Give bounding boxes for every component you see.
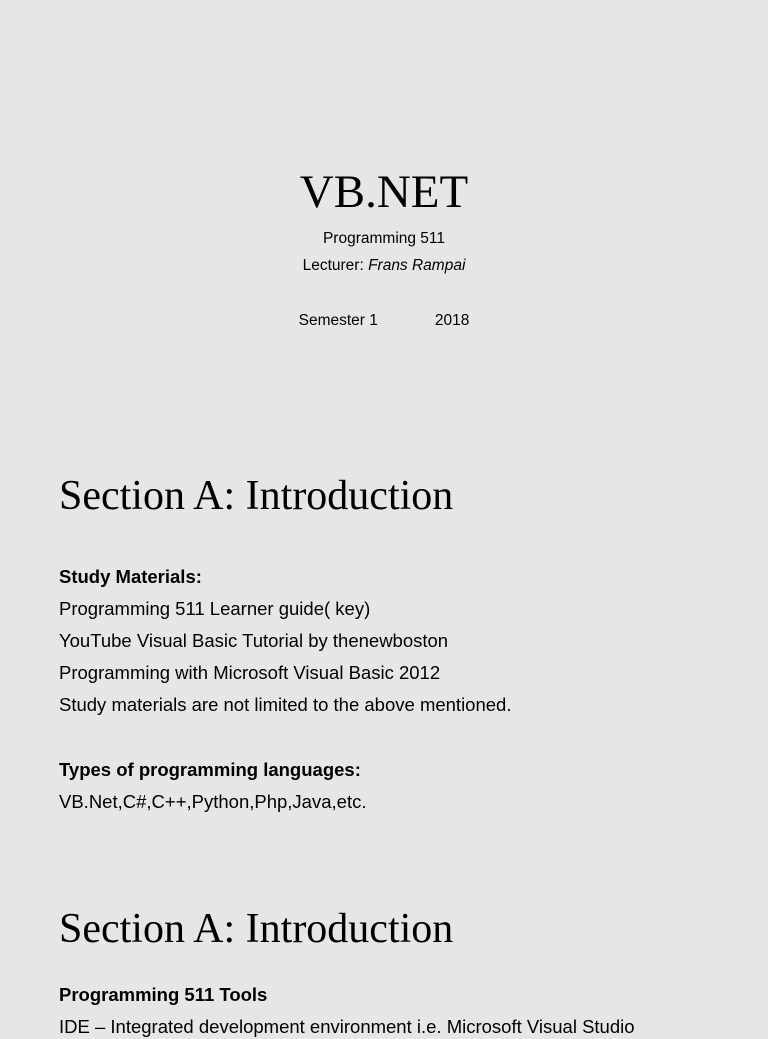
semester-label: Semester 1 <box>298 312 378 329</box>
course-name: Programming 511 <box>322 230 446 247</box>
languages-label: Types of programming languages: <box>59 759 361 780</box>
tools-cut-off-line: IDE – Integrated development environment i.e. Microsoft Visual Studio <box>59 1016 635 1037</box>
year-label: 2018 <box>434 312 470 329</box>
semester-line <box>0 310 768 332</box>
study-material-item: Programming with Microsoft Visual Basic 2012 <box>59 662 441 683</box>
study-materials-label: Study Materials: <box>59 566 202 587</box>
section-heading: Section A: Introduction <box>59 473 454 519</box>
section-a-slide-1 <box>0 400 768 840</box>
section-heading: Section A: Introduction <box>59 906 454 952</box>
study-material-item: Study materials are not limited to the above mentioned. <box>59 694 512 715</box>
title-slide <box>0 0 768 400</box>
section-a-slide-2 <box>0 840 768 1037</box>
tools-label: Programming 511 Tools <box>59 984 268 1005</box>
languages-list: VB.Net,C#,C++,Python,Php,Java,etc. <box>59 791 367 812</box>
lecturer-line <box>0 255 768 277</box>
lecturer-label: Lecturer: <box>302 257 369 274</box>
study-material-item: Programming 511 Learner guide( key) <box>59 598 371 619</box>
study-material-item: YouTube Visual Basic Tutorial by thenewboston <box>59 630 449 651</box>
lecturer-name: Frans Rampai <box>368 257 466 274</box>
deck-title: VB.NET <box>299 166 469 218</box>
